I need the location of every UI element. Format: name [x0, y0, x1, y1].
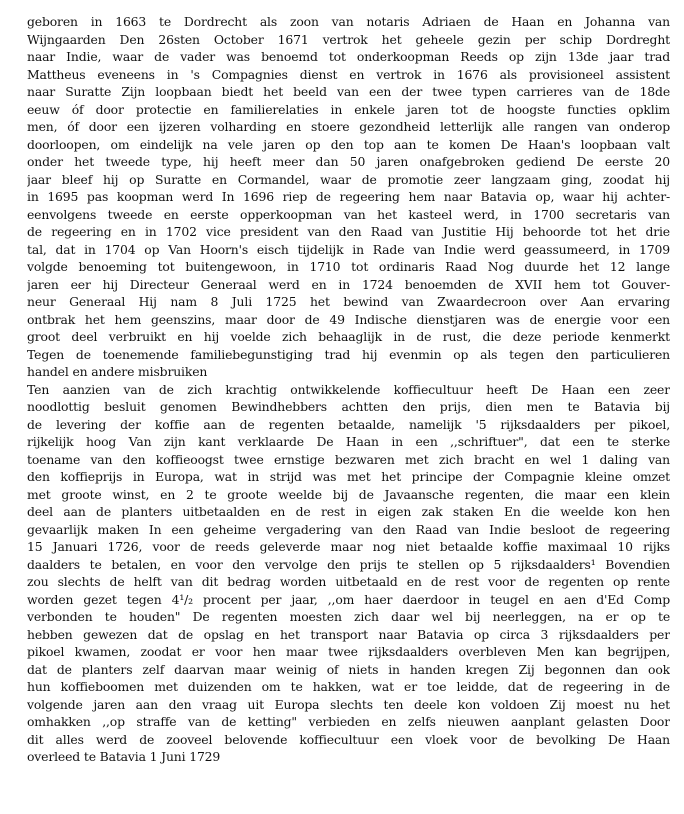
text-line: verbonden te houden" De regenten moesten zich daar wel bij neerleggen, na er op te — [27, 609, 670, 624]
text-line: Wijngaarden Den 26sten October 1671 vertrok het geheele gezin per schip Dordreght — [27, 31, 670, 47]
text-line: naar Indie, waar de vader was benoemd tot onderkoopman Reeds op zijn 13de jaar trad — [27, 49, 670, 64]
text-line: eenvolgens tweede en eerste opperkoopman van het kasteel werd, in 1700 secretaris van — [27, 206, 670, 222]
text-line: omhakken ,,op straffe van de ketting" verbieden en zelfs nieuwen aanplant gelasten Door — [27, 714, 670, 729]
text-line: de regeering en in 1702 vice president van den Raad van Justitie Hij behoorde tot het drie — [27, 224, 670, 239]
text-line: geboren in 1663 te Dordrecht als zoon van notaris Adriaen de Haan en Johanna van — [27, 14, 670, 29]
text-line: Mattheus eveneens in 's Compagnies dienst en vertrok in 1676 als provisioneel assistent — [27, 66, 670, 82]
text-line: noodlottig besluit genomen Bewindhebbers achtten den prijs, dien men te Batavia bij — [27, 399, 670, 414]
text-line: in 1695 pas koopman werd In 1696 riep de regeering hem naar Batavia op, waar hij achter- — [27, 189, 670, 204]
text-line: zou slechts de helft van dit bedrag worden uitbetaald en de rest voor de regenten op rente — [27, 574, 670, 589]
text-line: volgende jaren aan den vraag uit Europa slechts ten deele kon voldoen Zij moest nu het — [27, 696, 670, 712]
text-line: tal, dat in 1704 op Van Hoorn's eisch tijdelijk in Rade van Indie werd geassumeerd, in 1709 — [27, 241, 670, 257]
text-line: dit alles werd de zooveel belovende koffiecultuur een vloek voor de bevolking De Haan — [27, 731, 670, 747]
text-line: hun koffieboomen met duizenden om te hakken, wat er toe leidde, dat de regeering in de — [27, 679, 670, 694]
text-line: 15 Januari 1726, voor de reeds geleverde maar nog niet betaalde koffie maximaal 10 rijks — [27, 539, 670, 554]
text-line: jaar bleef hij op Suratte en Cormandel, waar de promotie zeer langzaam ging, zoodat hij — [27, 171, 670, 187]
text-line: met groote winst, en 2 te groote weelde bij de Javaansche regenten, die maar een klein — [27, 486, 670, 502]
text-line: naar Suratte Zijn loopbaan biedt het beeld van een der twee typen carrieres van de 18de — [27, 84, 670, 99]
text-line: onder het tweede type, hij heeft meer dan 50 jaren onafgebroken gediend De eerste 20 — [27, 154, 670, 169]
text-line: rijkelijk hoog Van zijn kant verklaarde De Haan in een ,,schriftuer", dat een te sterke — [27, 434, 670, 449]
text-line: de levering der koffie aan de regenten betaalde, namelijk '5 rijksdaalders per pikoel, — [27, 416, 670, 432]
text-line: den koffieprijs in Europa, wat in strijd was met het principe der Compagnie kleine omzet — [27, 469, 670, 484]
text-line: worden gezet tegen 4¹/₂ procent per jaar, ,,om haer daerdoor in teugel en aen d'Ed Comp — [27, 591, 670, 607]
text-line: pikoel kwamen, zoodat er voor hen maar twee rijksdaalders overbleven Men kan begrijpen, — [27, 644, 670, 659]
text-line: neur Generaal Hij nam 8 Juli 1725 het bewind van Zwaardecroon over Aan ervaring — [27, 294, 670, 309]
text-line: Tegen de toenemende familiebegunstiging trad hij evenmin op als tegen den particulieren — [27, 346, 670, 362]
text-line: groot deel verbruikt en hij voelde zich behaaglijk in de rust, die deze periode kenmerkt — [27, 329, 670, 344]
text-line: jaren eer hij Directeur Generaal werd en in 1724 benoemden de XVII hem tot Gouver- — [27, 276, 670, 292]
text-line: deel aan de planters uitbetaalden en de rest in eigen zak staken En die weelde kon hen — [27, 504, 670, 519]
text-line: toename van den koffieoogst twee ernstige bezwaren met zich bracht en wel 1 daling van — [27, 451, 670, 467]
text-line: overleed te Batavia 1 Juni 1729 — [27, 749, 221, 764]
text-line: hebben gewezen dat de opslag en het transport naar Batavia op circa 3 rijksdaalders per — [27, 626, 670, 642]
text-line: doorloopen, om eindelijk na vele jaren op den top aan te komen De Haan's loopbaan valt — [27, 136, 670, 152]
text-line: handel en andere misbruiken — [27, 364, 208, 379]
text-line: men, óf door een ijzeren volharding en stoere gezondheid letterlijk alle rangen van onderop — [27, 119, 670, 134]
text-line: gevaarlijk maken In een geheime vergadering van den Raad van Indie besloot de regeering — [27, 521, 670, 537]
text-line: dat de planters zelf daarvan maar weinig of niets in handen kregen Zij begonnen dan ook — [27, 661, 670, 677]
text-line: volgde benoeming tot buitengewoon, in 1710 tot ordinaris Raad Nog duurde het 12 lange — [27, 259, 670, 274]
text-line: eeuw óf door protectie en familierelaties in enkele jaren tot de hoogste functies opklim — [27, 101, 670, 117]
text-line: ontbrak het hem geenszins, maar door de 49 Indische dienstjaren was de energie voor een — [27, 311, 670, 327]
text-line: Ten aanzien van de zich krachtig ontwikkelende koffiecultuur heeft De Haan een zeer — [27, 381, 670, 397]
text-line: daalders te betalen, en voor den vervolge den prijs te stellen op 5 rijksdaalders¹ Bovendien — [27, 556, 670, 572]
